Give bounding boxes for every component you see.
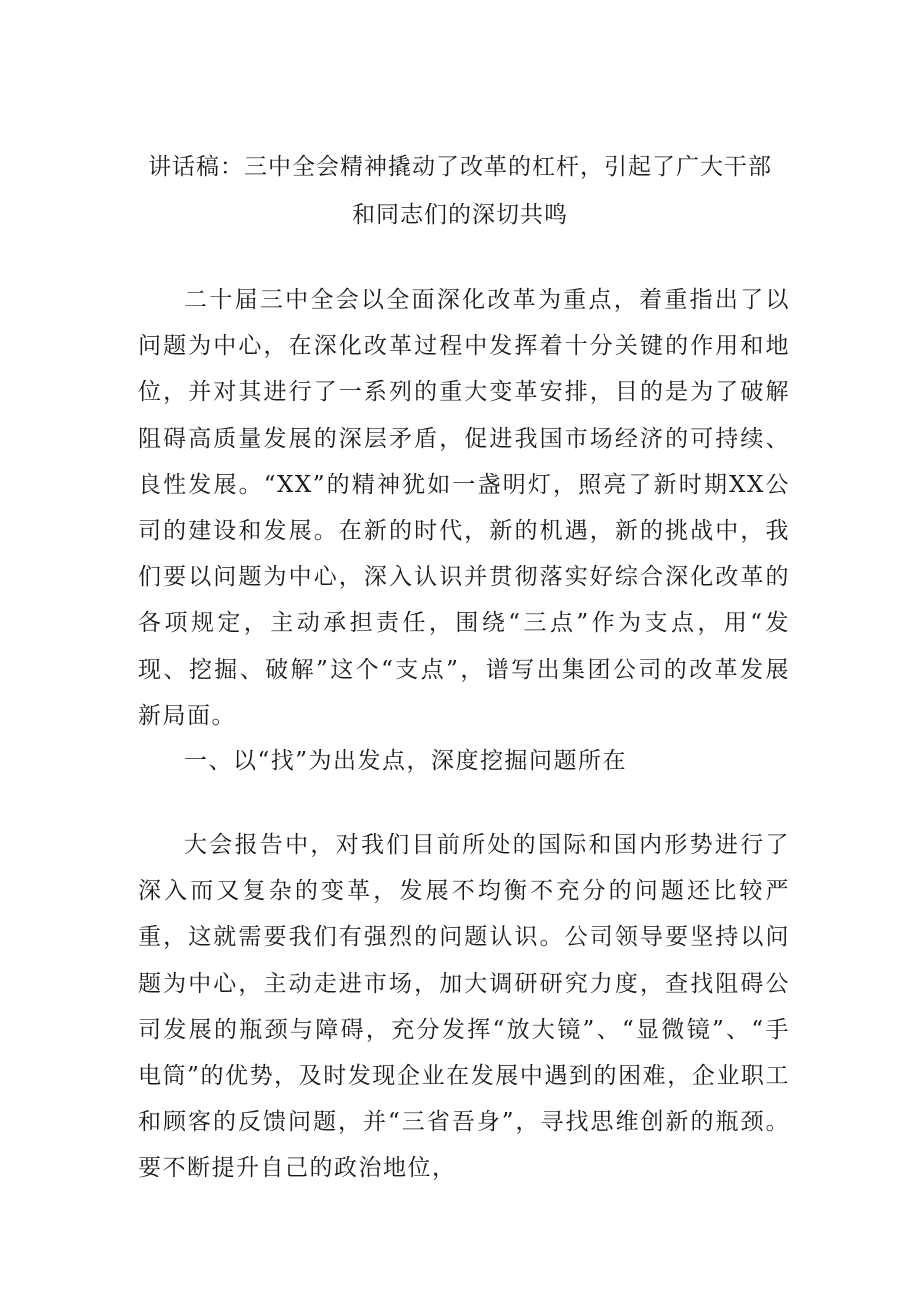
section-heading-1: 一、以“找”为出发点，深度挖掘问题所在	[184, 748, 628, 774]
body-paragraph-2: 大会报告中，对我们目前所处的国际和国内形势进行了深入而又复杂的变革，发展不均衡不充分的问题还比较严重，这就需要我们有强烈的问题认识。公司领导要坚持以问题为中心，主动走进市场，加大调研研究力度，查找阻碍公司发展的瓶颈与障碍，充分发挥“放大镜”、“显微镜”、“手电筒”的优势，及时发现企业在发展中遇到的困难，企业职工和顾客的反馈问题，并“三省吾身”，寻找思维创新的瓶颈。要不断提升自己的政治地位，	[138, 832, 790, 1182]
title-line-1: 讲话稿：三中全会精神撬动了改革的杠杆，引起了广大干部	[148, 154, 772, 180]
document-title	[120, 143, 800, 239]
body-paragraph-1: 二十届三中全会以全面深化改革为重点，着重指出了以问题为中心，在深化改革过程中发挥着十分关键的作用和地位，并对其进行了一系列的重大变革安排，目的是为了破解阻碍高质量发展的深层矛盾，促进我国市场经济的可持续、良性发展。“XX”的精神犹如一盏明灯，照亮了新时期XX公司的建设和发展。在新的时代，新的机遇，新的挑战中，我们要以问题为中心，深入认识并贯彻落实好综合深化改革的各项规定，主动承担责任，围绕“三点”作为支点，用“发现、挖掘、破解”这个“支点”，谱写出集团公司的改革发展新局面。	[138, 287, 790, 729]
title-line-2: 和同志们的深切共鸣	[352, 202, 568, 228]
